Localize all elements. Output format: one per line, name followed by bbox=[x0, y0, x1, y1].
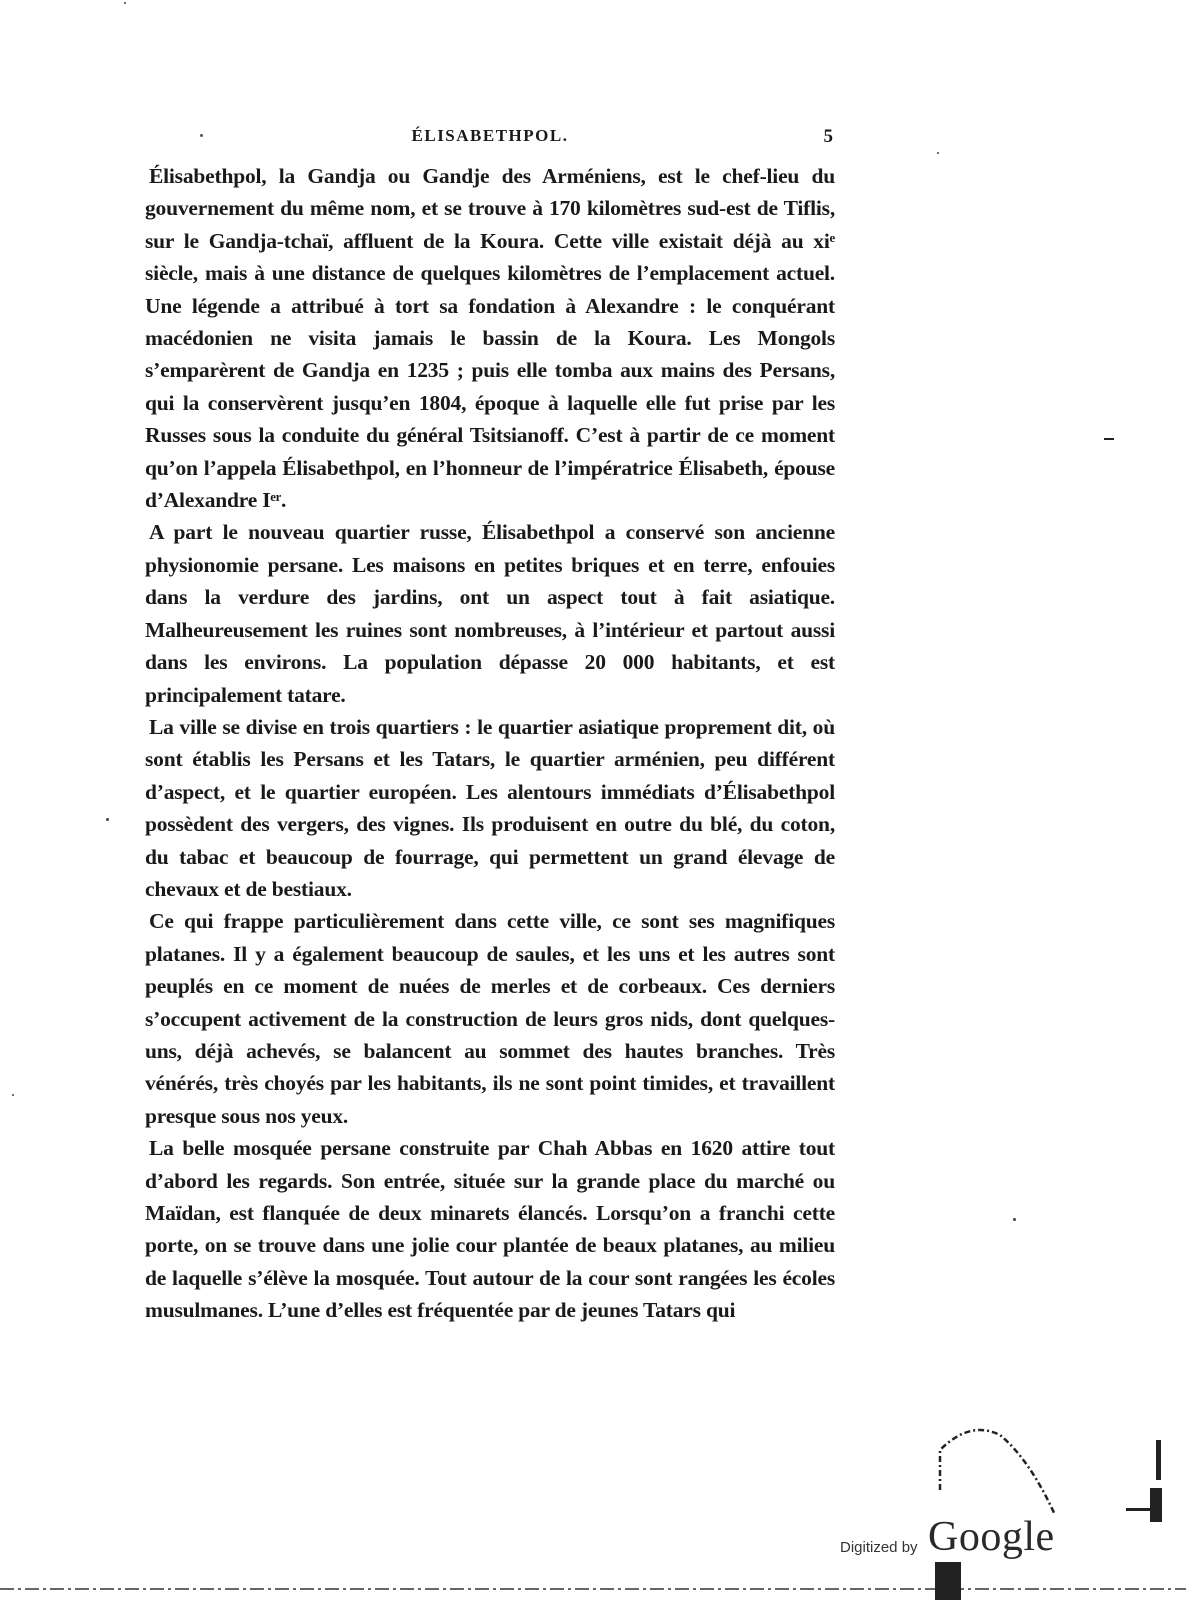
paragraph-5: La belle mosquée persane construite par Chah Abbas en 1620 attire tout d’abord les regards. Son entrée, située sur la grande place du marché ou Maïdan, est flanquée de deux minarets élancés. Lorsqu’on a franchi cette porte, on se trouve dans une jolie cour plantée de beaux platanes, au milieu de laquelle s’élève la mosquée. Tout autour de la cour sont rangées les écoles musulmanes. L’une d’elles est fréquentée par de jeunes Tatars qui bbox=[145, 1136, 835, 1323]
watermark-brand: Google bbox=[928, 1514, 1055, 1560]
scan-edge-mark bbox=[1156, 1440, 1161, 1480]
ink-speck bbox=[12, 1094, 14, 1096]
page-number: 5 bbox=[823, 126, 833, 147]
paragraph-3: La ville se divise en trois quartiers : le quartier asiatique proprement dit, où sont établis les Persans et les Tatars, le quartier arménien, peu différent d’aspect, et le quartier européen. Les alentours immédiats d’Élisabethpol possèdent des vergers, des vignes. Ils produisent en outre du blé, du coton, du tabac et beaucoup de fourrage, qui permettent un grand élevage de chevaux et de bestiaux. bbox=[145, 714, 835, 901]
paragraph-1: Élisabethpol, la Gandja ou Gandje des Arméniens, est le chef-lieu du gouvernement du même nom, et se trouve à 170 kilomètres sud-est de Tiflis, sur le Gandja-tchaï, affluent de la Koura. Cette ville existait déjà au xiᵉ siècle, mais à une distance de quelques kilomètres de l’emplacement actuel. Une légende a attribué à tort sa fondation à Alexandre : le conquérant macédonien ne visita jamais le bassin de la Koura. Les Mongols s’emparèrent de Gandja en 1235 ; puis elle tomba aux mains des Persans, qui la conservèrent jusqu’en 1804, époque à laquelle elle fut prise par les Russes sous la conduite du général Tsitsianoff. C’est à partir de ce moment qu’on l’appela Élisabethpol, en l’honneur de l’impératrice Élisabeth, épouse d’Alexandre Iᵉʳ. bbox=[145, 164, 835, 513]
running-head bbox=[145, 126, 835, 150]
ink-speck bbox=[1013, 1218, 1016, 1221]
scan-bottom-rule bbox=[0, 1588, 1186, 1590]
paragraph-2: A part le nouveau quartier russe, Élisabethpol a conservé son ancienne physionomie persane. Les maisons en petites briques et en terre, enfouies dans la verdure des jardins, ont un aspect tout à fait asiatique. Malheureusement les ruines sont nombreuses, à l’intérieur et partout aussi dans les environs. La population dépasse 20 000 habitants, et est principalement tatare. bbox=[145, 520, 835, 707]
ink-speck bbox=[937, 152, 939, 154]
ink-speck bbox=[106, 818, 109, 821]
paragraph-4: Ce qui frappe particulièrement dans cette ville, ce sont ses magnifiques platanes. Il y a également beaucoup de saules, et les uns et les autres sont peuplés en ce moment de nuées de merles et de corbeaux. Ces derniers s’occupent activement de la construction de leurs gros nids, dont quelques-uns, déjà achevés, se balancent au sommet des hautes branches. Très vénérés, très choyés par les habitants, ils ne sont point timides, et travaillent presque sous nos yeux. bbox=[145, 909, 835, 1128]
body-text bbox=[145, 160, 835, 1327]
watermark-prefix: Digitized by bbox=[840, 1539, 918, 1556]
scan-edge-mark bbox=[1104, 438, 1114, 440]
ink-speck bbox=[124, 2, 126, 4]
running-title: ÉLISABETHPOL. bbox=[411, 126, 569, 145]
scan-edge-mark bbox=[935, 1562, 961, 1600]
scan-edge-mark bbox=[1150, 1488, 1162, 1522]
scan-edge-mark bbox=[1126, 1508, 1150, 1511]
